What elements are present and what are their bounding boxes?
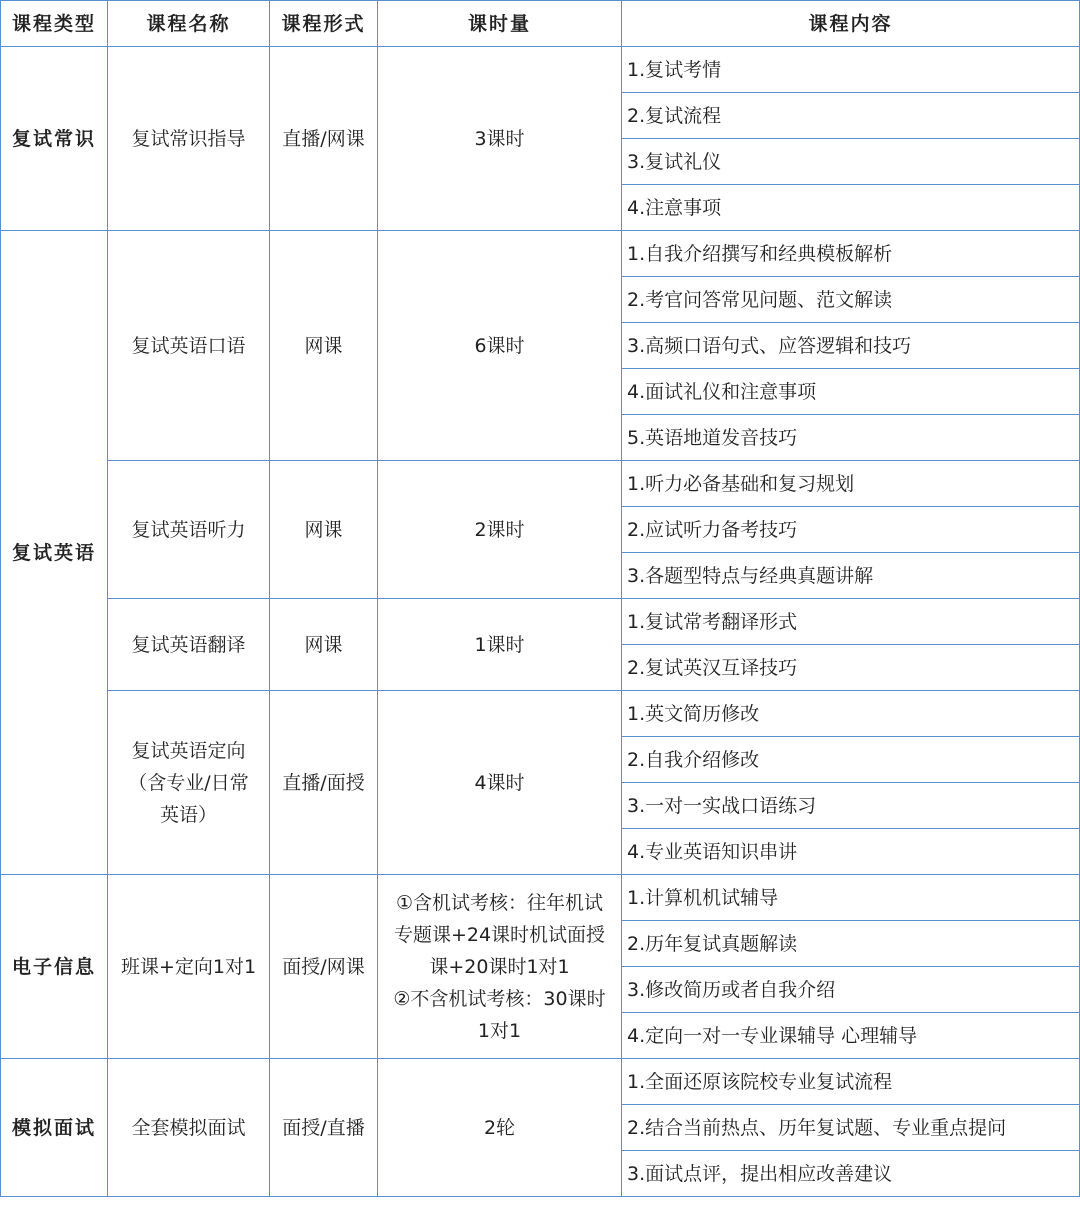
course-hours-cell: [378, 875, 622, 1059]
course-format-cell: 面授/网课: [270, 875, 378, 1059]
course-format-cell: 直播/面授: [270, 691, 378, 875]
content-item: 1.计算机机试辅导: [622, 875, 1080, 921]
content-item: 3.各题型特点与经典真题讲解: [622, 553, 1080, 599]
course-hours-cell: 2课时: [378, 461, 622, 599]
header-course-hours: 课时量: [378, 1, 622, 47]
content-item: 2.考官问答常见问题、范文解读: [622, 277, 1080, 323]
course-hours-line: ①含机试考核：往年机试: [395, 891, 604, 914]
content-item: 3.面试点评，提出相应改善建议: [622, 1151, 1080, 1197]
course-name-cell: 全套模拟面试: [108, 1059, 270, 1197]
header-course-content: 课程内容: [622, 1, 1080, 47]
course-name-cell: [108, 691, 270, 875]
course-name-line: 英语）: [159, 803, 217, 826]
course-name-cell: 班课+定向1对1: [108, 875, 270, 1059]
course-type-cell: 模拟面试: [1, 1059, 108, 1197]
table-row: [1, 599, 1080, 645]
content-item: 3.复试礼仪: [622, 139, 1080, 185]
table-row: [1, 461, 1080, 507]
content-item: 4.定向一对一专业课辅导 心理辅导: [622, 1013, 1080, 1059]
course-hours-line: 1对1: [477, 1019, 522, 1042]
course-hours-cell: 6课时: [378, 231, 622, 461]
header-course-type: 课程类型: [1, 1, 108, 47]
content-item: 1.全面还原该院校专业复试流程: [622, 1059, 1080, 1105]
course-hours-line: 专题课+24课时机试面授: [393, 923, 606, 946]
table-row: [1, 691, 1080, 737]
table-row: [1, 47, 1080, 93]
course-hours-cell: 1课时: [378, 599, 622, 691]
course-type-cell: 电子信息: [1, 875, 108, 1059]
course-name-cell: 复试英语翻译: [108, 599, 270, 691]
course-format-cell: 网课: [270, 231, 378, 461]
content-item: 4.注意事项: [622, 185, 1080, 231]
course-format-cell: 网课: [270, 461, 378, 599]
course-hours-line: 课+20课时1对1: [429, 955, 570, 978]
course-type-cell: 复试英语: [1, 231, 108, 875]
content-item: 1.英文简历修改: [622, 691, 1080, 737]
course-format-cell: 面授/直播: [270, 1059, 378, 1197]
table-row: [1, 1059, 1080, 1105]
course-hours-cell: 3课时: [378, 47, 622, 231]
table-row: [1, 875, 1080, 921]
course-name-line: 复试英语定向: [131, 739, 246, 762]
header-row: [1, 1, 1080, 47]
content-item: 2.历年复试真题解读: [622, 921, 1080, 967]
course-name-line: （含专业/日常: [128, 771, 249, 794]
table-row: [1, 231, 1080, 277]
header-course-name: 课程名称: [108, 1, 270, 47]
content-item: 3.高频口语句式、应答逻辑和技巧: [622, 323, 1080, 369]
course-format-cell: 直播/网课: [270, 47, 378, 231]
course-hours-cell: 4课时: [378, 691, 622, 875]
course-name-cell: 复试常识指导: [108, 47, 270, 231]
content-item: 5.英语地道发音技巧: [622, 415, 1080, 461]
content-item: 1.复试常考翻译形式: [622, 599, 1080, 645]
content-item: 2.自我介绍修改: [622, 737, 1080, 783]
content-item: 3.一对一实战口语练习: [622, 783, 1080, 829]
content-item: 1.听力必备基础和复习规划: [622, 461, 1080, 507]
content-item: 1.自我介绍撰写和经典模板解析: [622, 231, 1080, 277]
content-item: 2.复试英汉互译技巧: [622, 645, 1080, 691]
course-hours-line: ②不含机试考核：30课时: [393, 987, 606, 1010]
content-item: 4.专业英语知识串讲: [622, 829, 1080, 875]
header-course-format: 课程形式: [270, 1, 378, 47]
course-format-cell: 网课: [270, 599, 378, 691]
course-hours-cell: 2轮: [378, 1059, 622, 1197]
content-item: 2.复试流程: [622, 93, 1080, 139]
course-type-cell: 复试常识: [1, 47, 108, 231]
content-item: 4.面试礼仪和注意事项: [622, 369, 1080, 415]
content-item: 2.应试听力备考技巧: [622, 507, 1080, 553]
course-name-cell: 复试英语口语: [108, 231, 270, 461]
content-item: 1.复试考情: [622, 47, 1080, 93]
content-item: 2.结合当前热点、历年复试题、专业重点提问: [622, 1105, 1080, 1151]
course-name-cell: 复试英语听力: [108, 461, 270, 599]
content-item: 3.修改简历或者自我介绍: [622, 967, 1080, 1013]
